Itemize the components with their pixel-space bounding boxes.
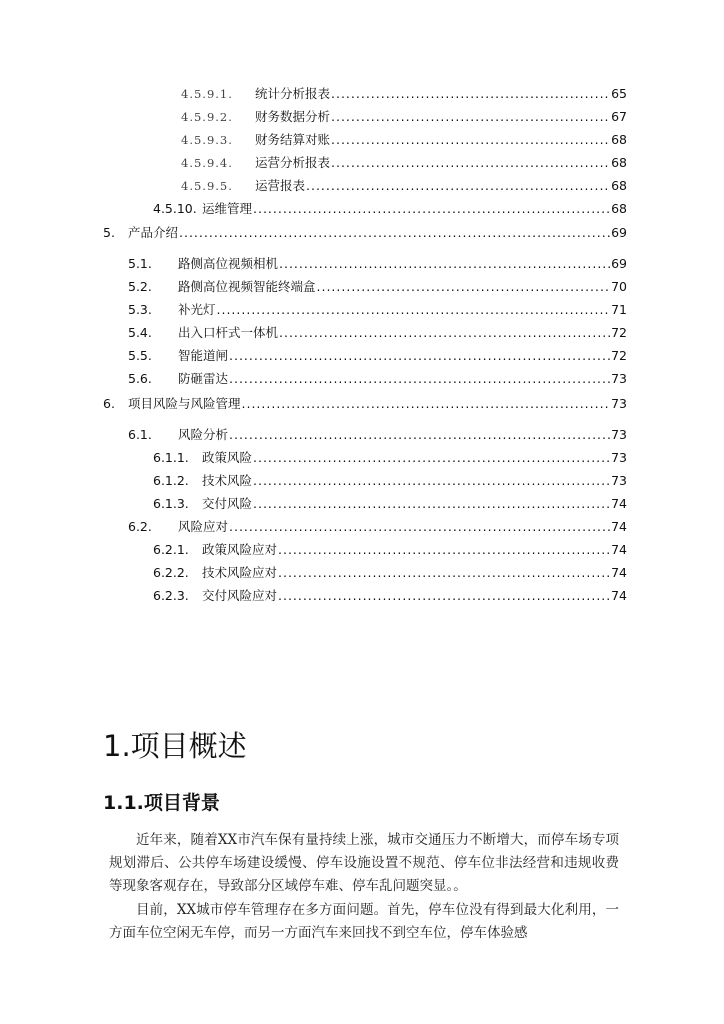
toc-leader-dots [279, 325, 610, 341]
toc-leader-dots [278, 565, 610, 581]
toc-entry-title: 政策风险应对 [202, 542, 278, 557]
toc-leader-dots [253, 201, 610, 217]
toc-entry-number: 5.1. [128, 256, 152, 271]
toc-entry-title: 政策风险 [202, 450, 253, 465]
toc-entry[interactable] [103, 396, 627, 412]
toc-entry-page: 70 [611, 279, 627, 294]
toc-entry[interactable] [128, 302, 627, 318]
toc-entry-page: 74 [611, 588, 627, 603]
toc-entry-page: 74 [611, 542, 627, 557]
toc-entry[interactable] [153, 450, 627, 466]
toc-entry-page: 72 [611, 348, 627, 363]
toc-entry-page: 73 [611, 396, 627, 411]
toc-entry-page: 68 [611, 132, 627, 147]
toc-entry-title: 补光灯 [178, 302, 216, 317]
body-text [109, 829, 619, 945]
toc-leader-dots [279, 256, 610, 272]
toc-entry-number: 6.1.2. [153, 473, 189, 488]
toc-entry[interactable] [128, 427, 627, 443]
toc-entry-title: 智能道闸 [178, 348, 229, 363]
toc-entry-page: 67 [611, 109, 627, 124]
section-heading-1-1: 1.1.项目背景 [103, 792, 220, 814]
toc-leader-dots [331, 132, 610, 148]
toc-entry-title: 风险应对 [178, 519, 229, 534]
toc-entry-page: 72 [611, 325, 627, 340]
toc-entry[interactable] [103, 225, 627, 241]
toc-entry-page: 73 [611, 427, 627, 442]
toc-entry[interactable] [181, 132, 627, 148]
toc-entry[interactable] [128, 256, 627, 272]
toc-entry[interactable] [153, 542, 627, 558]
toc-leader-dots [278, 542, 610, 558]
toc-entry-page: 69 [611, 256, 627, 271]
toc-entry-title: 路侧高位视频相机 [178, 256, 279, 271]
section-heading-1: 1.项目概述 [103, 729, 247, 763]
toc-entry-number: 4.5.9.4. [181, 156, 233, 170]
toc-entry-number: 6.1.3. [153, 496, 189, 511]
toc-entry-page: 68 [611, 178, 627, 193]
toc-entry[interactable] [153, 473, 627, 489]
toc-entry[interactable] [128, 325, 627, 341]
toc-entry-number: 5.6. [128, 371, 152, 386]
toc-entry-title: 交付风险应对 [202, 588, 278, 603]
toc-entry-page: 65 [611, 86, 627, 101]
toc-entry[interactable] [128, 348, 627, 364]
toc-entry[interactable] [153, 201, 627, 217]
toc-entry-number: 5.2. [128, 279, 152, 294]
toc-entry-page: 73 [611, 450, 627, 465]
toc-entry-number: 6.2.3. [153, 588, 189, 603]
toc-entry-number: 6.2.2. [153, 565, 189, 580]
paragraph: 目前，XX城市停车管理存在多方面问题。首先，停车位没有得到最大化利用，一方面车位空闲无车停，而另一方面汽车来回找不到空车位，停车体验感 [109, 901, 619, 941]
toc-entry-title: 技术风险 [202, 473, 253, 488]
toc-entry-page: 74 [611, 496, 627, 511]
toc-leader-dots [229, 371, 610, 387]
toc-entry[interactable] [128, 279, 627, 295]
toc-entry[interactable] [153, 588, 627, 604]
toc-leader-dots [217, 302, 611, 318]
toc-entry-title: 财务数据分析 [255, 109, 331, 124]
toc-entry-title: 技术风险应对 [202, 565, 278, 580]
toc-leader-dots [179, 225, 610, 241]
toc-entry-title: 交付风险 [202, 496, 253, 511]
toc-entry-number: 6.2. [128, 519, 152, 534]
toc-entry[interactable] [153, 496, 627, 512]
toc-leader-dots [242, 396, 611, 412]
toc-entry-title: 运营报表 [255, 178, 306, 193]
toc-entry[interactable] [128, 371, 627, 387]
toc-entry-number: 4.5.9.3. [181, 133, 233, 147]
toc-entry[interactable] [128, 519, 627, 535]
toc-entry-page: 74 [611, 565, 627, 580]
toc-leader-dots [317, 279, 611, 295]
toc-entry-title: 出入口杆式一体机 [178, 325, 279, 340]
toc-entry-number: 4.5.9.1. [181, 87, 233, 101]
toc-entry-page: 71 [611, 302, 627, 317]
toc-entry-page: 68 [611, 201, 627, 216]
toc-entry-number: 4.5.9.5. [181, 179, 233, 193]
toc-entry-number: 4.5.10. [153, 201, 197, 216]
toc-entry-page: 73 [611, 473, 627, 488]
toc-entry-title: 财务结算对账 [255, 132, 331, 147]
toc-entry[interactable] [181, 86, 627, 102]
toc-entry-page: 69 [611, 225, 627, 240]
toc-entry-title: 统计分析报表 [255, 86, 331, 101]
toc-entry-number: 4.5.9.2. [181, 110, 233, 124]
toc-entry-number: 5.5. [128, 348, 152, 363]
toc-entry-page: 73 [611, 371, 627, 386]
toc-leader-dots [331, 86, 610, 102]
toc-leader-dots [331, 155, 610, 171]
toc-leader-dots [253, 496, 610, 512]
toc-leader-dots [278, 588, 610, 604]
toc-entry-title: 风险分析 [178, 427, 229, 442]
toc-leader-dots [229, 427, 610, 443]
toc-entry-title: 产品介绍 [128, 225, 179, 240]
toc-entry-number: 5.4. [128, 325, 152, 340]
toc-leader-dots [229, 519, 610, 535]
toc-entry[interactable] [181, 109, 627, 125]
toc-entry-title: 运营分析报表 [255, 155, 331, 170]
paragraph: 近年来，随着XX市汽车保有量持续上涨，城市交通压力不断增大，而停车场专项规划滞后、公共停车场建设缓慢、停车设施设置不规范、停车位非法经营和违规收费等现象客观存在，导致部分区域停车难、停车乱问题突显。。 [109, 832, 619, 895]
toc-entry-number: 5.3. [128, 302, 152, 317]
toc-entry-title: 运维管理 [202, 201, 253, 216]
toc-entry-number: 6.1. [128, 427, 152, 442]
toc-entry-page: 68 [611, 155, 627, 170]
toc-leader-dots [229, 348, 610, 364]
toc-entry[interactable] [181, 178, 627, 194]
toc-entry-title: 项目风险与风险管理 [128, 396, 241, 411]
toc-entry[interactable] [181, 155, 627, 171]
toc-entry-number: 6.2.1. [153, 542, 189, 557]
toc-entry[interactable] [153, 565, 627, 581]
toc-entry-title: 路侧高位视频智能终端盒 [178, 279, 316, 294]
toc-entry-number: 5. [103, 225, 115, 240]
toc-entry-number: 6. [103, 396, 115, 411]
toc-entry-title: 防砸雷达 [178, 371, 229, 386]
toc-leader-dots [253, 473, 610, 489]
toc-leader-dots [253, 450, 610, 466]
toc-leader-dots [331, 109, 610, 125]
toc-entry-page: 74 [611, 519, 627, 534]
toc-entry-number: 6.1.1. [153, 450, 189, 465]
toc-leader-dots [306, 178, 610, 194]
